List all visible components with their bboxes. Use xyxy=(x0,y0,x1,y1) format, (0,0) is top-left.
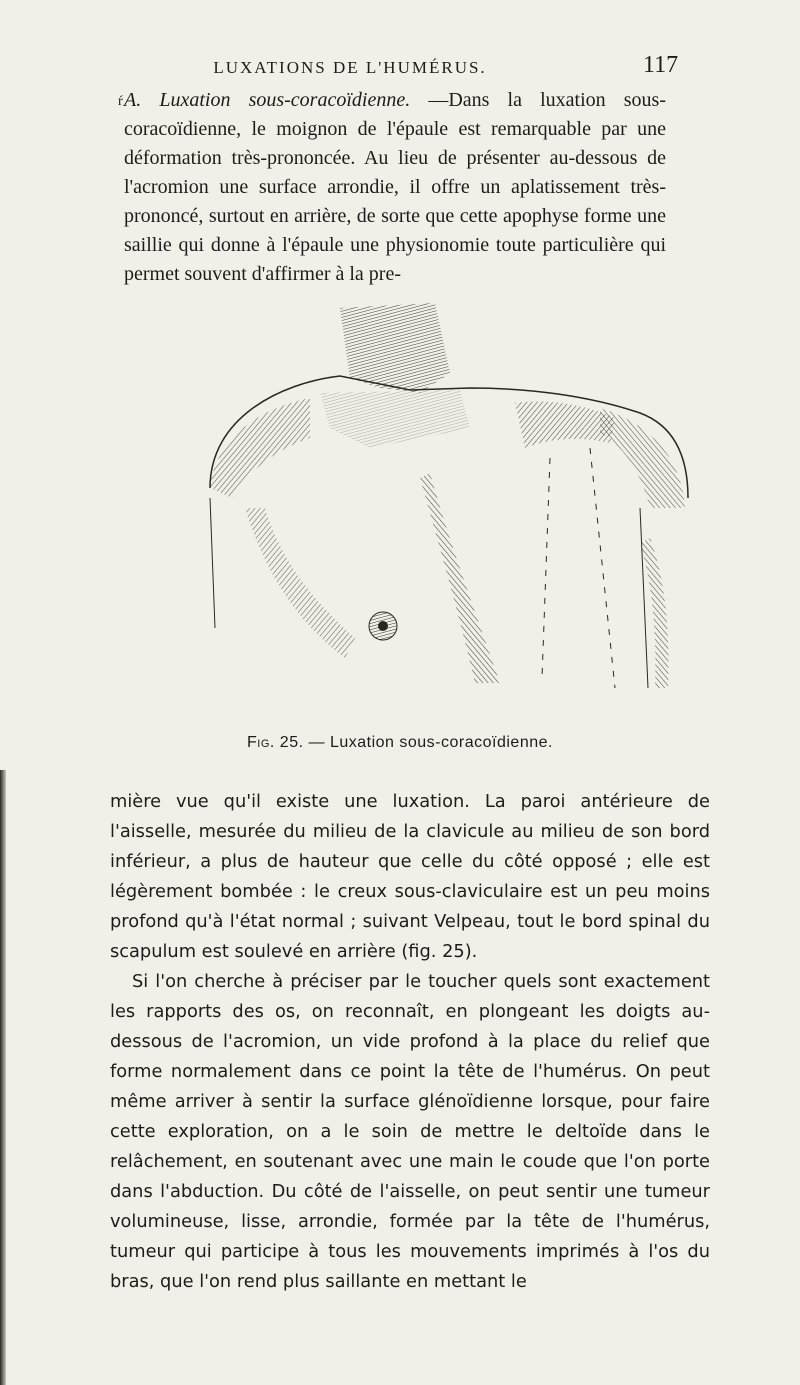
section-heading: A. Luxation sous-coracoïdienne. xyxy=(124,89,411,111)
running-head: LUXATIONS DE L'HUMÉRUS. xyxy=(213,58,487,77)
binding-shadow xyxy=(0,770,6,1385)
acromion-prominence xyxy=(515,401,615,688)
axilla-shading xyxy=(210,473,648,688)
figure-caption xyxy=(0,734,800,752)
page-number: 117 xyxy=(643,52,679,78)
shoulder-outline xyxy=(210,376,688,508)
paragraph-continuation: mière vue qu'il existe une luxation. La paroi antérieure de l'aisselle, mesurée du milieu de la clavicule au milieu de son bord inférieur, a plus de hauteur que celle du côté opposé ; elle est légèrement bombée : le creux sous-claviculaire est un peu moins profond qu'à l'état normal ; suivant Velpeau, tout le bord spinal du scapulum est soulevé en arrière (fig. 25). xyxy=(110,791,710,962)
figure-caption-text: — Luxation sous-coracoïdienne. xyxy=(303,734,553,751)
top-paragraph xyxy=(124,86,666,289)
heading-dash: — xyxy=(410,89,449,111)
top-mark: ŕ xyxy=(118,94,123,109)
body-text xyxy=(110,787,710,1297)
figure-engraving xyxy=(170,298,690,693)
figure-label: Fig. 25. xyxy=(247,734,304,751)
paragraph: Si l'on cherche à préciser par le toucher quels sont exactement les rapports des os, on reconnaît, en plongeant les doigts au-dessous de l'acromion, un vide profond à la place du relief que forme normalement dans ce point la tête de l'humérus. On peut même arriver à sentir la surface glénoïdienne lorsque, pour faire cette exploration, on a le soin de mettre le deltoïde dans le relâchement, en soutenant avec une main le coude que l'on porte dans l'abduction. Du côté de l'aisselle, on peut sentir une tumeur volumineuse, lisse, arrondie, formée par la tête de l'humérus, tumeur qui participe à tous les mouvements imprimés à l'os du bras, que l'on rend plus saillante en mettant le xyxy=(110,971,710,1292)
shoulder-illustration xyxy=(170,298,690,693)
nipple-mark xyxy=(369,612,397,640)
top-paragraph-text: Dans la luxation sous-coracoïdienne, le moignon de l'épaule est remarquable par une déformation très-prononcée. Au lieu de présenter au-dessous de l'acromion une surface arrondie, il offre un aplatissement très-prononcé, surtout en arrière, de sorte que cette apophyse forme une saillie qui donne à l'épaule une physionomie toute particulière qui permet souvent d'affirmer à la pre- xyxy=(124,89,666,285)
